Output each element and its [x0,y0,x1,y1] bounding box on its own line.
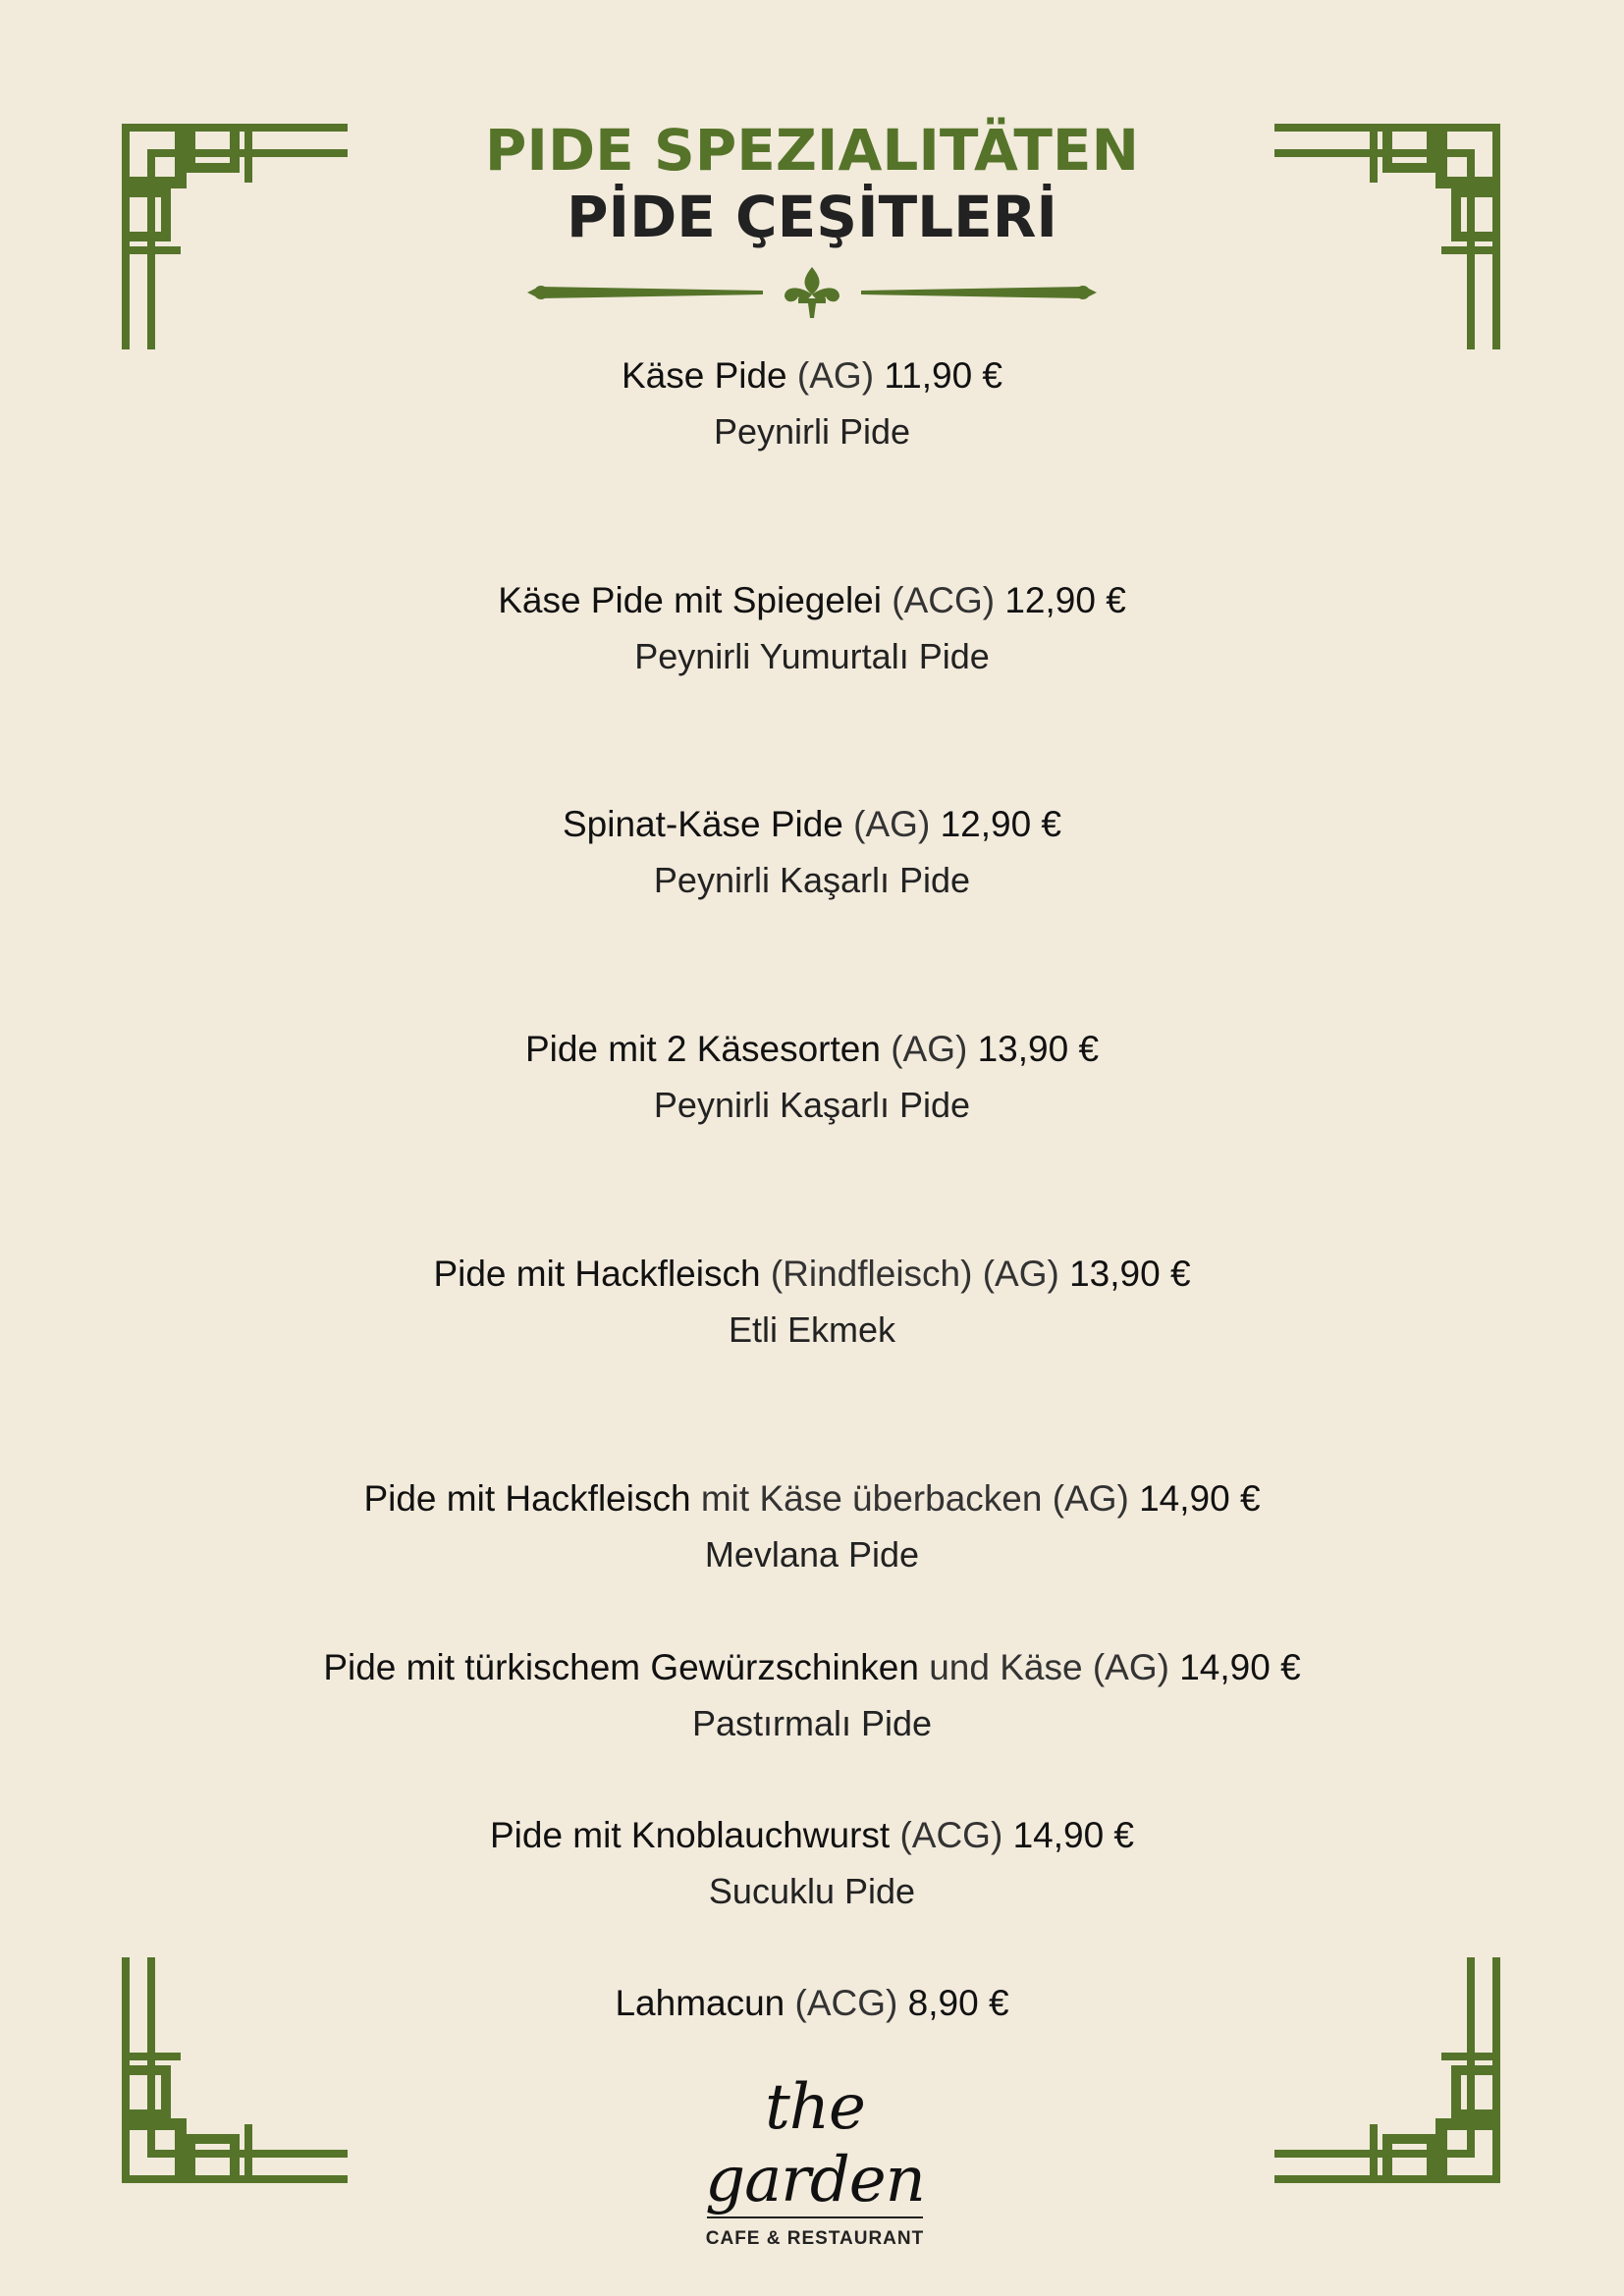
item-turkish-name: Mevlana Pide [704,1534,920,1575]
page-title: PIDE SPEZIALITÄTEN [484,117,1140,184]
item-allergens: (ACG) [881,580,1005,620]
item-name: Spinat-Käse Pide [562,804,843,844]
item-name: Lahmacun [615,1983,785,2023]
menu-header [0,116,1624,251]
list-item [0,1250,1624,1355]
item-turkish-name: Pastırmalı Pide [691,1703,933,1743]
page-subtitle: PİDE ÇEŞİTLERİ [567,184,1057,250]
item-name: Käse Pide [621,355,787,396]
item-turkish-name: Sucuklu Pide [708,1871,916,1911]
list-item [0,1474,1624,1579]
list-item [0,1979,1624,2028]
logo-subtitle: CAFE & RESTAURANT [705,2228,925,2249]
item-turkish-name: Peynirli Kaşarlı Pide [653,860,971,900]
item-price: 13,90 € [977,1029,1100,1069]
item-name: Pide mit 2 Käsesorten [524,1029,881,1069]
item-turkish-name: Peynirli Kaşarlı Pide [653,1085,971,1125]
item-turkish-name: Etli Ekmek [728,1309,896,1350]
item-price: 12,90 € [1004,580,1126,620]
item-price: 11,90 € [884,355,1003,396]
item-allergens: (AG) [842,804,941,844]
item-price: 13,90 € [1069,1254,1191,1294]
item-allergens: mit Käse überbacken (AG) [690,1478,1140,1519]
list-item [0,1643,1624,1748]
item-name: Pide mit Hackfleisch [433,1254,761,1294]
item-allergens: (ACG) [890,1815,1013,1855]
item-price: 14,90 € [1179,1647,1301,1687]
item-allergens: (AG) [880,1029,978,1069]
item-name: Pide mit Hackfleisch [363,1478,691,1519]
item-allergens: (Rindfleisch) (AG) [760,1254,1070,1294]
item-name: Käse Pide mit Spiegelei [498,580,882,620]
item-price: 12,90 € [940,804,1062,844]
list-item [0,1025,1624,1130]
item-allergens: und Käse (AG) [918,1647,1180,1687]
list-item [0,576,1624,681]
logo-rule [707,2216,923,2218]
item-price: 14,90 € [1012,1815,1135,1855]
item-price: 14,90 € [1139,1478,1261,1519]
item-price: 8,90 € [907,1983,1009,2023]
list-item [0,800,1624,905]
list-item [0,1811,1624,1916]
item-turkish-name: Peynirli Pide [713,411,911,452]
item-name: Pide mit türkischem Gewürzschinken [323,1647,919,1687]
list-item [0,351,1624,456]
logo-script: the garden [705,2071,925,2216]
item-name: Pide mit Knoblauchwurst [489,1815,891,1855]
item-allergens: (ACG) [785,1983,908,2023]
fleur-de-lis-divider-icon [527,263,1097,322]
item-allergens: (AG) [786,355,885,396]
restaurant-logo [648,2032,982,2258]
item-turkish-name: Peynirli Yumurtalı Pide [634,636,990,676]
